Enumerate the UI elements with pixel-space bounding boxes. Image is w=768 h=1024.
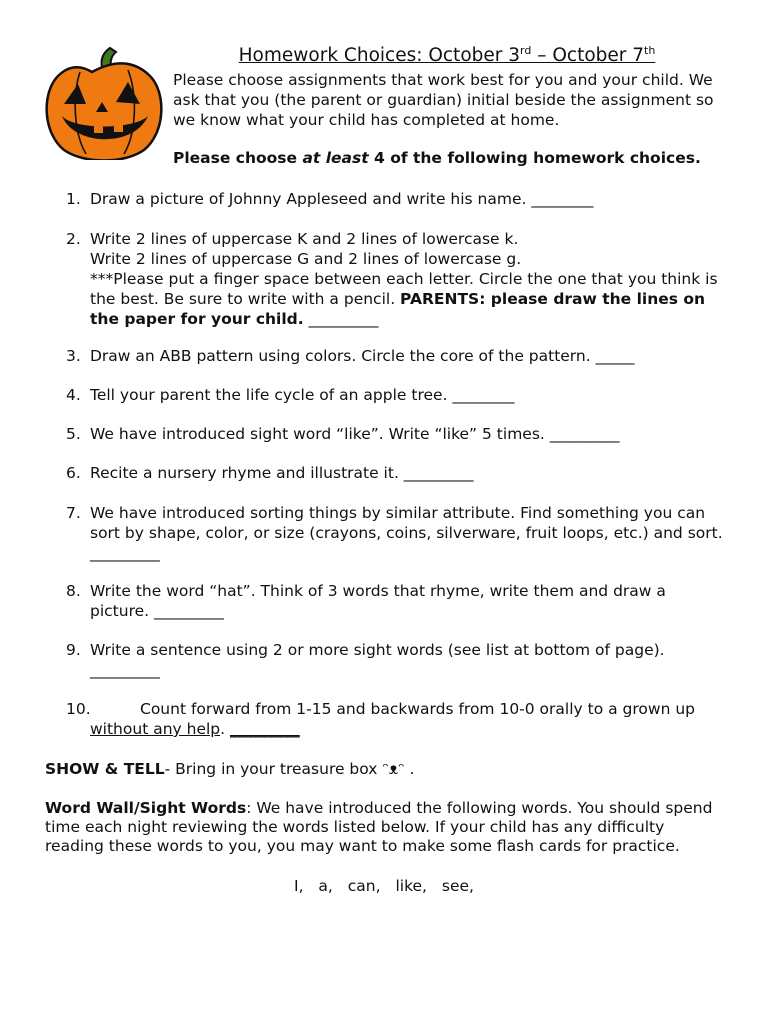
page-title: Homework Choices: October 3rd – October 7th [238, 44, 656, 67]
homework-item-3: 3. Draw an ABB pattern using colors. Circle the core of the pattern. _____ [66, 347, 635, 365]
sight-word-list: I, a, can, like, see, [294, 877, 474, 895]
homework-item-6: 6. Recite a nursery rhyme and illustrate it. _________ [66, 464, 474, 482]
homework-item-7: 7. We have introduced sorting things by similar attribute. Find something you can sort by shape, color, or size (crayons, coins, silverware, fruit loops, etc.) and sort. _________ [66, 504, 723, 562]
homework-item-9: 9. Write a sentence using 2 or more sight words (see list at bottom of page). _________ [66, 641, 665, 679]
homework-item-8: 8. Write the word “hat”. Think of 3 words that rhyme, write them and draw a picture. _________ [66, 582, 666, 620]
homework-item-1: 1. Draw a picture of Johnny Appleseed and write his name. ________ [66, 190, 594, 208]
show-and-tell: SHOW & TELL- Bring in your treasure box ᵔᴥᵔ . [45, 760, 415, 778]
homework-item-4: 4. Tell your parent the life cycle of an apple tree. ________ [66, 386, 515, 404]
homework-item-2: 2. Write 2 lines of uppercase K and 2 lines of lowercase k. Write 2 lines of uppercase G and 2 lines of lowercase g. ***Please put a finger space between each letter. Circle the one that you think is the best. Be sure to write with a pencil. PARENTS: please draw the lines on the paper for your child. _________ [66, 230, 718, 328]
choose-instruction: Please choose at least 4 of the following homework choices. [173, 149, 701, 167]
intro-paragraph: Please choose assignments that work best for you and your child. We ask that you (the parent or guardian) initial beside the assignment so we know what your child has completed at home. [173, 71, 714, 129]
homework-item-10: 10. Count forward from 1-15 and backwards from 10-0 orally to a grown up without any help. _________ [66, 700, 695, 738]
word-wall-section: Word Wall/Sight Words: We have introduced the following words. You should spend time each night reviewing the words listed below. If your child has any difficulty reading these words to you, you may want to make some flash cards for practice. [45, 799, 713, 855]
homework-item-5: 5. We have introduced sight word “like”. Write “like” 5 times. _________ [66, 425, 620, 443]
